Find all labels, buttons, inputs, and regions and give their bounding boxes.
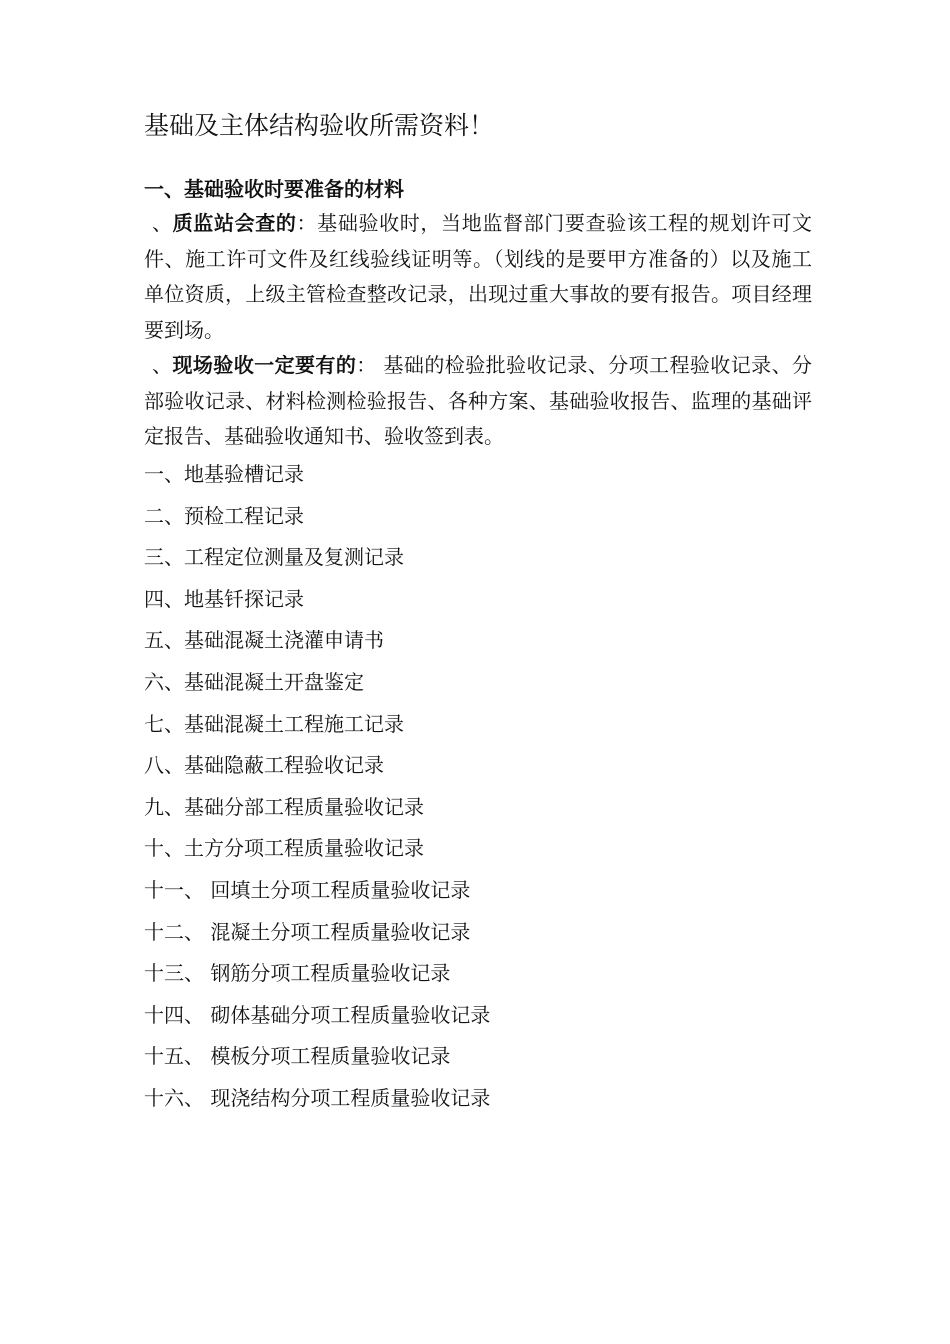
list-item: 十六、 现浇结构分项工程质量验收记录 bbox=[144, 1085, 491, 1110]
list-item: 二、预检工程记录 bbox=[144, 503, 304, 528]
list-item: 四、地基钎探记录 bbox=[144, 586, 304, 611]
list-item: 十三、 钢筋分项工程质量验收记录 bbox=[144, 961, 451, 986]
paragraph-body: ： 基础的检验批验收记录、分项工程验收记录、分部验收记录、材料检测检验报告、各种方案、基础验收报告、监理的基础评定报告、基础验收通知书、验收签到表。 bbox=[144, 353, 813, 448]
list-item: 十、土方分项工程质量验收记录 bbox=[144, 836, 424, 861]
paragraph-site-acceptance bbox=[144, 348, 812, 455]
paragraph-quality-station bbox=[144, 206, 812, 348]
paragraph-lead: 现场验收一定要有的 bbox=[172, 353, 357, 377]
list-item: 七、基础混凝土工程施工记录 bbox=[144, 711, 404, 736]
paragraph-body: ：基础验收时，当地监督部门要查验该工程的规划许可文件、施工许可文件及红线验线证明等。（划线的是要甲方准备的）以及施工单位资质，上级主管检查整改记录，出现过重大事故的要有报告。项目经理要到场。 bbox=[144, 211, 813, 342]
paragraph-lead: 质监站会查的 bbox=[172, 211, 297, 235]
list-item: 十一、 回填土分项工程质量验收记录 bbox=[144, 877, 471, 902]
list-item: 一、地基验槽记录 bbox=[144, 462, 304, 486]
list-item: 十二、 混凝土分项工程质量验收记录 bbox=[144, 919, 471, 944]
list-item: 六、基础混凝土开盘鉴定 bbox=[144, 669, 364, 694]
paragraph-prefix: 、 bbox=[152, 353, 173, 377]
section-heading: 一、基础验收时要准备的材料 bbox=[144, 177, 404, 201]
list-item: 九、基础分部工程质量验收记录 bbox=[144, 794, 424, 819]
record-list bbox=[144, 456, 490, 1122]
document-title: 基础及主体结构验收所需资料！ bbox=[144, 111, 495, 140]
list-item: 三、工程定位测量及复测记录 bbox=[144, 545, 404, 570]
list-item: 八、基础隐蔽工程验收记录 bbox=[144, 753, 384, 778]
list-item: 五、基础混凝土浇灌申请书 bbox=[144, 628, 384, 653]
list-item: 十五、 模板分项工程质量验收记录 bbox=[144, 1044, 451, 1069]
list-item: 十四、 砌体基础分项工程质量验收记录 bbox=[144, 1002, 491, 1027]
paragraph-prefix: 、 bbox=[152, 211, 173, 235]
